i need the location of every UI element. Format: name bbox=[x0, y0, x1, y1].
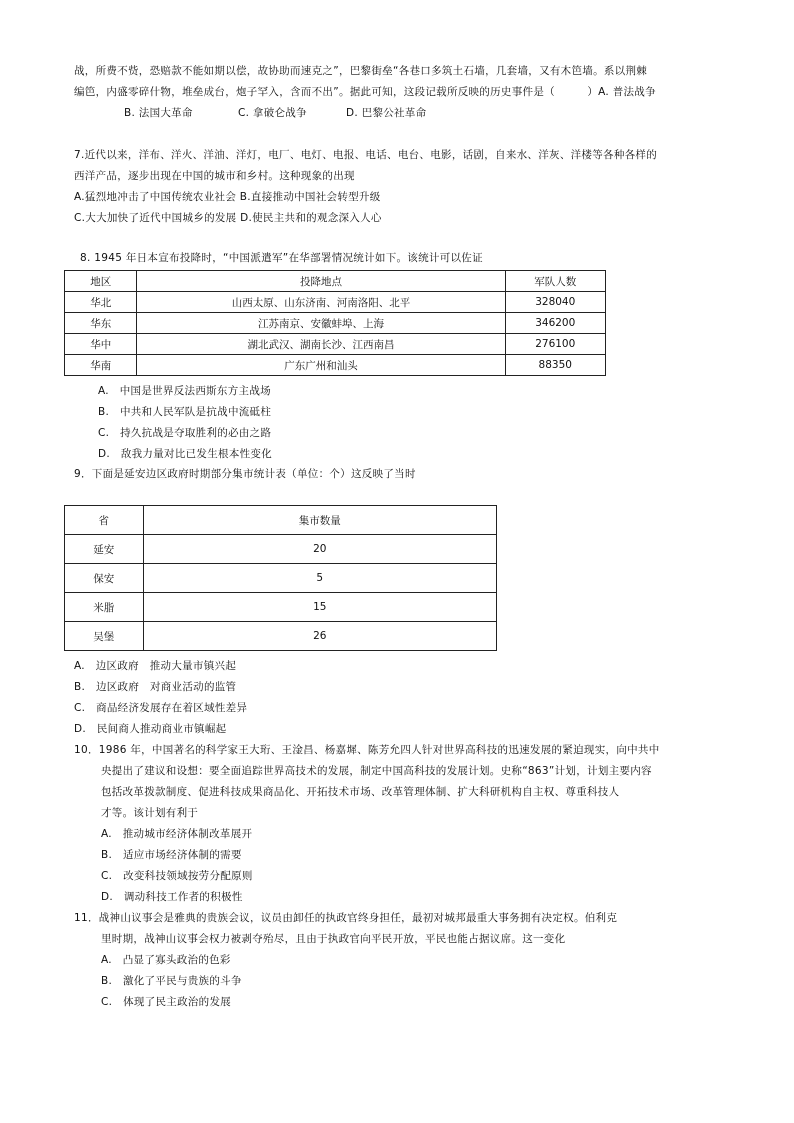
q10-option-a: A. 推动城市经济体制改革展开 bbox=[101, 828, 253, 840]
table-cell: 346200 bbox=[505, 313, 606, 334]
q11-text-line-2: 里时期，战神山议事会权力被剥夺殆尽，且由于执政官向平民开放，平民也能占据议席。这一变化 bbox=[101, 933, 566, 945]
q6-text-line-1: 战，所费不赀，恐赔款不能如期以偿，故协助而速克之”，巴黎街垒“各巷口多筑土石墙，几套墙，又有木笆墙。系以荆棘 bbox=[74, 65, 648, 77]
table-row bbox=[65, 313, 606, 334]
table-header-cell: 集市数量 bbox=[143, 506, 497, 535]
q11-option-b: B. 激化了平民与贵族的斗争 bbox=[101, 975, 242, 987]
q10-option-c: C. 改变科技领域按劳分配原则 bbox=[101, 870, 253, 882]
q6-option-c: C. 拿破仑战争 bbox=[238, 107, 307, 119]
table-header-cell: 投降地点 bbox=[137, 271, 505, 292]
table-cell: 广东广州和汕头 bbox=[137, 355, 505, 376]
table-row bbox=[65, 564, 497, 593]
table-row bbox=[65, 535, 497, 564]
q9-stem: 9．下面是延安边区政府时期部分集市统计表（单位：个）这反映了当时 bbox=[74, 468, 416, 480]
q10-text-line-1: 10．1986 年，中国著名的科学家王大珩、王淦昌、杨嘉墀、陈芳允四人针对世界高科技的迅速发展的紧迫现实，向中共中 bbox=[74, 744, 660, 756]
table-header-row bbox=[65, 506, 497, 535]
table-header-cell: 军队人数 bbox=[505, 271, 606, 292]
table-row bbox=[65, 292, 606, 313]
table-cell: 276100 bbox=[505, 334, 606, 355]
table-cell: 华北 bbox=[65, 292, 137, 313]
table-cell: 328040 bbox=[505, 292, 606, 313]
table-cell: 湖北武汉、湖南长沙、江西南昌 bbox=[137, 334, 505, 355]
q9-option-b: B. 边区政府 对商业活动的监管 bbox=[74, 681, 237, 693]
q10-option-b: B. 适应市场经济体制的需要 bbox=[101, 849, 242, 861]
table-cell: 15 bbox=[143, 593, 497, 622]
table-header-cell: 省 bbox=[65, 506, 144, 535]
table-header-cell: 地区 bbox=[65, 271, 137, 292]
q10-text-line-3: 包括改革拨款制度、促进科技成果商品化、开拓技术市场、改革管理体制、扩大科研机构自主权、尊重科技人 bbox=[101, 786, 620, 798]
q10-option-d: D. 调动科技工作者的积极性 bbox=[101, 891, 243, 903]
table-cell: 米脂 bbox=[65, 593, 144, 622]
q8-stem: 8. 1945 年日本宣布投降时，“中国派遣军”在华部署情况统计如下。该统计可以佐证 bbox=[80, 252, 483, 264]
table-cell: 江苏南京、安徽蚌埠、上海 bbox=[137, 313, 505, 334]
q9-option-d: D. 民间商人推动商业市镇崛起 bbox=[74, 723, 227, 735]
q7-options-cd: C.大大加快了近代中国城乡的发展 D.使民主共和的观念深入人心 bbox=[74, 212, 382, 224]
q10-text-line-2: 央提出了建议和设想：要全面追踪世界高技术的发展，制定中国高科技的发展计划。史称“863”计划，计划主要内容 bbox=[101, 765, 652, 777]
table-header-row bbox=[65, 271, 606, 292]
table-cell: 保安 bbox=[65, 564, 144, 593]
table-cell: 延安 bbox=[65, 535, 144, 564]
table-cell: 山西太原、山东济南、河南洛阳、北平 bbox=[137, 292, 505, 313]
table-cell: 华东 bbox=[65, 313, 137, 334]
q11-option-a: A. 凸显了寡头政治的色彩 bbox=[101, 954, 231, 966]
q8-option-c: C. 持久抗战是夺取胜利的必由之路 bbox=[98, 427, 272, 439]
q9-option-a: A. 边区政府 推动大量市镇兴起 bbox=[74, 660, 237, 672]
table-cell: 88350 bbox=[505, 355, 606, 376]
q11-option-c: C. 体现了民主政治的发展 bbox=[101, 996, 232, 1008]
table-cell: 26 bbox=[143, 622, 497, 651]
q8-table bbox=[64, 270, 606, 376]
q9-table bbox=[64, 505, 497, 651]
q10-text-line-4: 才等。该计划有利于 bbox=[101, 807, 199, 819]
q6-text-line-2: 编笆，内盛零碎什物，堆垒成台，炮子罕入，含而不出”。据此可知，这段记载所反映的历史事件是（ ）A. 普法战争 bbox=[74, 86, 656, 98]
table-cell: 5 bbox=[143, 564, 497, 593]
table-cell: 吴堡 bbox=[65, 622, 144, 651]
q8-option-b: B. 中共和人民军队是抗战中流砥柱 bbox=[98, 406, 272, 418]
q7-options-ab: A.猛烈地冲击了中国传统农业社会 B.直接推动中国社会转型升级 bbox=[74, 191, 381, 203]
q8-option-d: D. 敌我力量对比已发生根本性变化 bbox=[98, 448, 273, 460]
q8-option-a: A. 中国是世界反法西斯东方主战场 bbox=[98, 385, 271, 397]
table-cell: 华南 bbox=[65, 355, 137, 376]
table-cell: 华中 bbox=[65, 334, 137, 355]
q6-option-b: B. 法国大革命 bbox=[124, 107, 193, 119]
q7-text-line-1: 7.近代以来，洋布、洋火、洋油、洋灯，电厂、电灯、电报、电话、电台、电影，话剧，自来水、洋灰、洋楼等各种各样的 bbox=[74, 149, 658, 161]
table-row bbox=[65, 334, 606, 355]
q7-text-line-2: 西洋产品，逐步出现在中国的城市和乡村。这种现象的出现 bbox=[74, 170, 355, 182]
table-row bbox=[65, 355, 606, 376]
table-cell: 20 bbox=[143, 535, 497, 564]
q6-option-d: D. 巴黎公社革命 bbox=[346, 107, 427, 119]
q9-option-c: C. 商品经济发展存在着区域性差异 bbox=[74, 702, 248, 714]
table-row bbox=[65, 593, 497, 622]
q11-text-line-1: 11．战神山议事会是雅典的贵族会议，议员由卸任的执政官终身担任，最初对城邦最重大事务拥有决定权。伯利克 bbox=[74, 912, 618, 924]
table-row bbox=[65, 622, 497, 651]
